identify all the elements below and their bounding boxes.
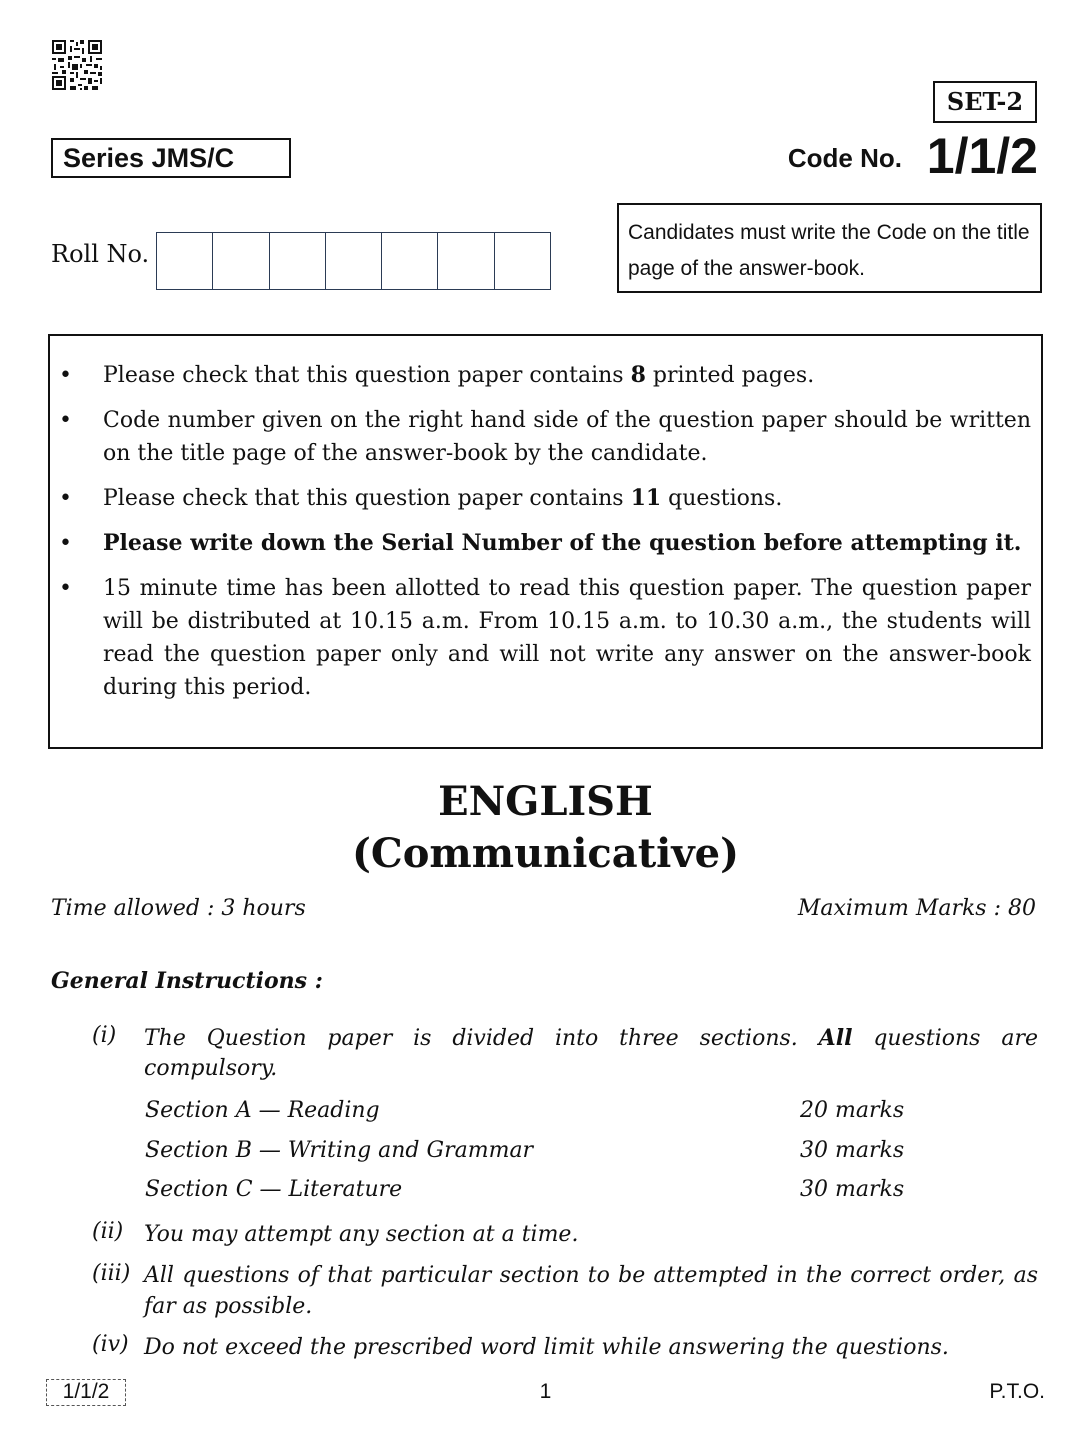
instruction-text: printed pages. — [645, 363, 815, 388]
instruction-text: All questions of that particular section to be attempted in the correct order, as far as possible. — [144, 1263, 1038, 1319]
instruction-item — [50, 527, 1031, 560]
instruction-text: 15 minute time has been allotted to read this question paper. The question paper will be distributed at 10.15 a.m. From 10.15 a.m. to 10.30 a.m., the students will read the question paper only and will not write any answer on the answer-book during this period. — [103, 576, 1031, 700]
instruction-number: (i) — [92, 1023, 117, 1048]
instruction-text: questions are compulsory. — [144, 1026, 1038, 1081]
maximum-marks: Maximum Marks : 80 — [797, 896, 1036, 921]
general-instruction-item — [92, 1219, 1038, 1250]
section-marks: 30 marks — [800, 1138, 905, 1163]
page-number: 1 — [539, 1380, 552, 1403]
subject-title: ENGLISH — [438, 778, 653, 825]
section-name: Section C — Literature — [145, 1177, 403, 1202]
instruction-item — [50, 572, 1031, 704]
section-marks: 30 marks — [800, 1177, 905, 1202]
roll-digit-box — [382, 233, 438, 289]
instruction-number: (ii) — [92, 1219, 124, 1244]
roll-number-boxes — [156, 232, 551, 290]
instruction-emphasis: 11 — [630, 485, 662, 511]
roll-digit-box — [270, 233, 326, 289]
instruction-text: Do not exceed the prescribed word limit while answering the questions. — [144, 1335, 949, 1360]
bullet-icon: • — [59, 576, 72, 601]
code-value: 1/1/2 — [926, 128, 1038, 184]
candidate-note: Candidates must write the Code on the title page of the answer-book. — [617, 203, 1042, 293]
instruction-number: (iv) — [92, 1332, 129, 1357]
instruction-text: Please check that this question paper contains — [103, 363, 631, 388]
instruction-text: The Question paper is divided into three sections. — [144, 1026, 819, 1051]
footer-code: 1/1/2 — [46, 1379, 126, 1406]
instruction-item — [50, 404, 1031, 470]
instruction-text: questions. — [661, 486, 783, 511]
subject-heading — [0, 776, 1091, 880]
instruction-text: You may attempt any section at a time. — [144, 1222, 579, 1247]
instruction-emphasis: All — [818, 1025, 853, 1051]
roll-digit-box — [157, 233, 213, 289]
roll-digit-box — [438, 233, 494, 289]
roll-digit-box — [326, 233, 382, 289]
instructions-list — [50, 336, 1041, 704]
series-label: Series JMS/C — [51, 138, 291, 178]
instruction-text: Code number given on the right hand side of the question paper should be written on the title page of the answer-book by the candidate. — [103, 408, 1031, 466]
roll-digit-box — [495, 233, 550, 289]
roll-number-label: Roll No. — [51, 240, 150, 268]
general-instruction-item — [92, 1023, 1038, 1084]
instruction-emphasis: Please write down the Serial Number of the question before attempting it. — [103, 530, 1022, 556]
code-label: Code No. — [787, 143, 902, 173]
section-name: Section A — Reading — [145, 1098, 380, 1123]
bullet-icon: • — [59, 531, 72, 556]
instruction-number: (iii) — [92, 1261, 131, 1286]
set-label: SET-2 — [933, 81, 1037, 123]
bullet-icon: • — [59, 363, 72, 388]
section-marks: 20 marks — [800, 1098, 905, 1123]
bullet-icon: • — [59, 408, 72, 433]
general-instructions-title: General Instructions : — [51, 968, 323, 994]
instruction-text: Please check that this question paper contains — [103, 486, 631, 511]
pto-label: P.T.O. — [989, 1380, 1045, 1403]
subject-subtitle: (Communicative) — [351, 830, 739, 877]
roll-digit-box — [213, 233, 269, 289]
section-name: Section B — Writing and Grammar — [145, 1138, 534, 1163]
general-instruction-item — [92, 1332, 1038, 1363]
bullet-icon: • — [59, 486, 72, 511]
qr-code-icon — [52, 40, 102, 90]
instruction-emphasis: 8 — [630, 362, 646, 388]
instructions-box — [48, 334, 1043, 749]
instruction-item — [50, 482, 1031, 515]
general-instruction-item — [92, 1261, 1038, 1322]
instruction-item — [50, 359, 1031, 392]
time-allowed: Time allowed : 3 hours — [51, 896, 306, 921]
